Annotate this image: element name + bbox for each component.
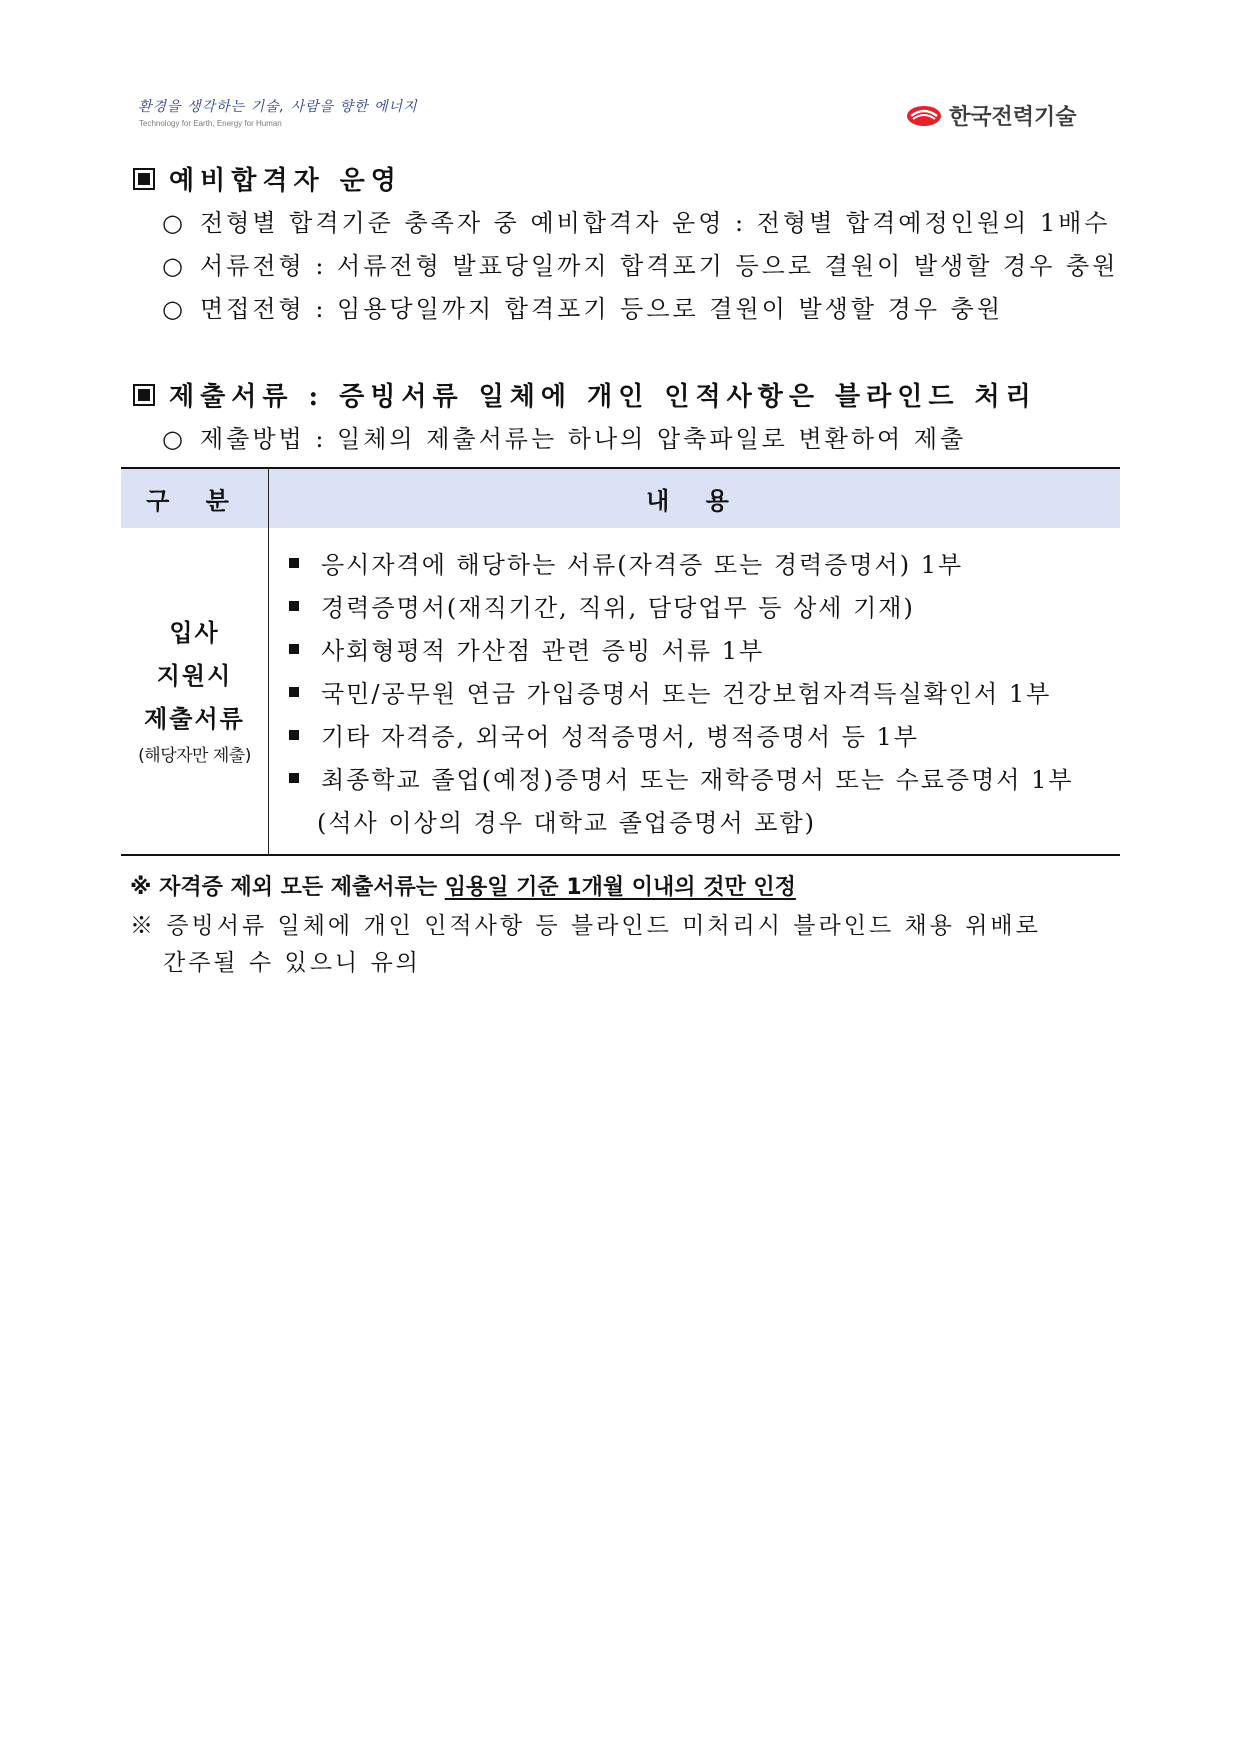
list-item: ○ 서류전형 : 서류전형 발표당일까지 합격포기 등으로 결원이 발생할 경우 충원 xyxy=(162,252,1119,280)
header-slogan: 환경을 생각하는 기술, 사람을 향한 에너지 xyxy=(138,99,418,115)
bullet-square-icon xyxy=(289,558,299,568)
table-header-category: 구 분 xyxy=(146,487,243,515)
list-item: ○ 전형별 합격기준 충족자 중 예비합격자 운영 : 전형별 합격예정인원의 1배수 xyxy=(162,209,1111,237)
table-row: 사회형평적 가산점 관련 증빙 서류 1부 xyxy=(289,631,764,666)
table-row: 최종학교 졸업(예정)증명서 또는 재학증명서 또는 수료증명서 1부 xyxy=(289,760,1074,795)
table-header-content: 내 용 xyxy=(646,487,743,515)
section1-title: 예비합격자 운영 xyxy=(169,166,402,196)
note-blind: ※ 증빙서류 일체에 개인 인적사항 등 블라인드 미처리시 블라인드 채용 위배로 xyxy=(130,913,1041,939)
section-title-reserve xyxy=(133,160,402,197)
table-row: 기타 자격증, 외국어 성적증명서, 병적증명서 등 1부 xyxy=(289,717,919,752)
table-row: 국민/공무원 연금 가입증명서 또는 건강보험자격득실확인서 1부 xyxy=(289,674,1051,709)
kepco-ec-logo-icon xyxy=(905,104,943,128)
bullet-square-icon xyxy=(289,687,299,697)
company-logo xyxy=(905,100,1077,131)
note-emphasis: 임용일 기준 1개월 이내의 것만 인정 xyxy=(444,875,796,900)
logo-text: 한국전력기술 xyxy=(949,105,1077,130)
section2-title: 제출서류 : 증빙서류 일체에 개인 인적사항은 블라인드 처리 xyxy=(169,382,1037,412)
section-marker-icon xyxy=(133,384,155,406)
list-item: ○ 면접전형 : 임용당일까지 합격포기 등으로 결원이 발생할 경우 충원 xyxy=(162,295,1004,323)
table-bottom-border xyxy=(121,854,1120,856)
list-item: ○ 제출방법 : 일체의 제출서류는 하나의 압축파일로 변환하여 제출 xyxy=(162,425,967,453)
table-row: 경력증명서(재직기간, 직위, 담당업무 등 상세 기재) xyxy=(289,588,915,623)
note-validity: ※ 자격증 제외 모든 제출서류는 임용일 기준 1개월 이내의 것만 인정 xyxy=(130,875,796,900)
table-row-continuation: (석사 이상의 경우 대학교 졸업증명서 포함) xyxy=(317,809,816,837)
table-row: 응시자격에 해당하는 서류(자격증 또는 경력증명서) 1부 xyxy=(289,545,963,580)
documents-table xyxy=(121,467,1120,855)
category-note: (해당자만 제출) xyxy=(138,746,251,766)
note-blind-continuation: 간주될 수 있으니 유의 xyxy=(163,950,421,976)
table-category-cell: 입사 지원시 제출서류 (해당자만 제출) xyxy=(121,612,268,771)
bullet-square-icon xyxy=(289,601,299,611)
bullet-square-icon xyxy=(289,773,299,783)
header-slogan-en: Technology for Earth, Energy for Human xyxy=(139,119,282,128)
section-marker-icon xyxy=(133,168,155,190)
bullet-square-icon xyxy=(289,644,299,654)
section-title-documents xyxy=(133,376,1037,413)
bullet-square-icon xyxy=(289,730,299,740)
